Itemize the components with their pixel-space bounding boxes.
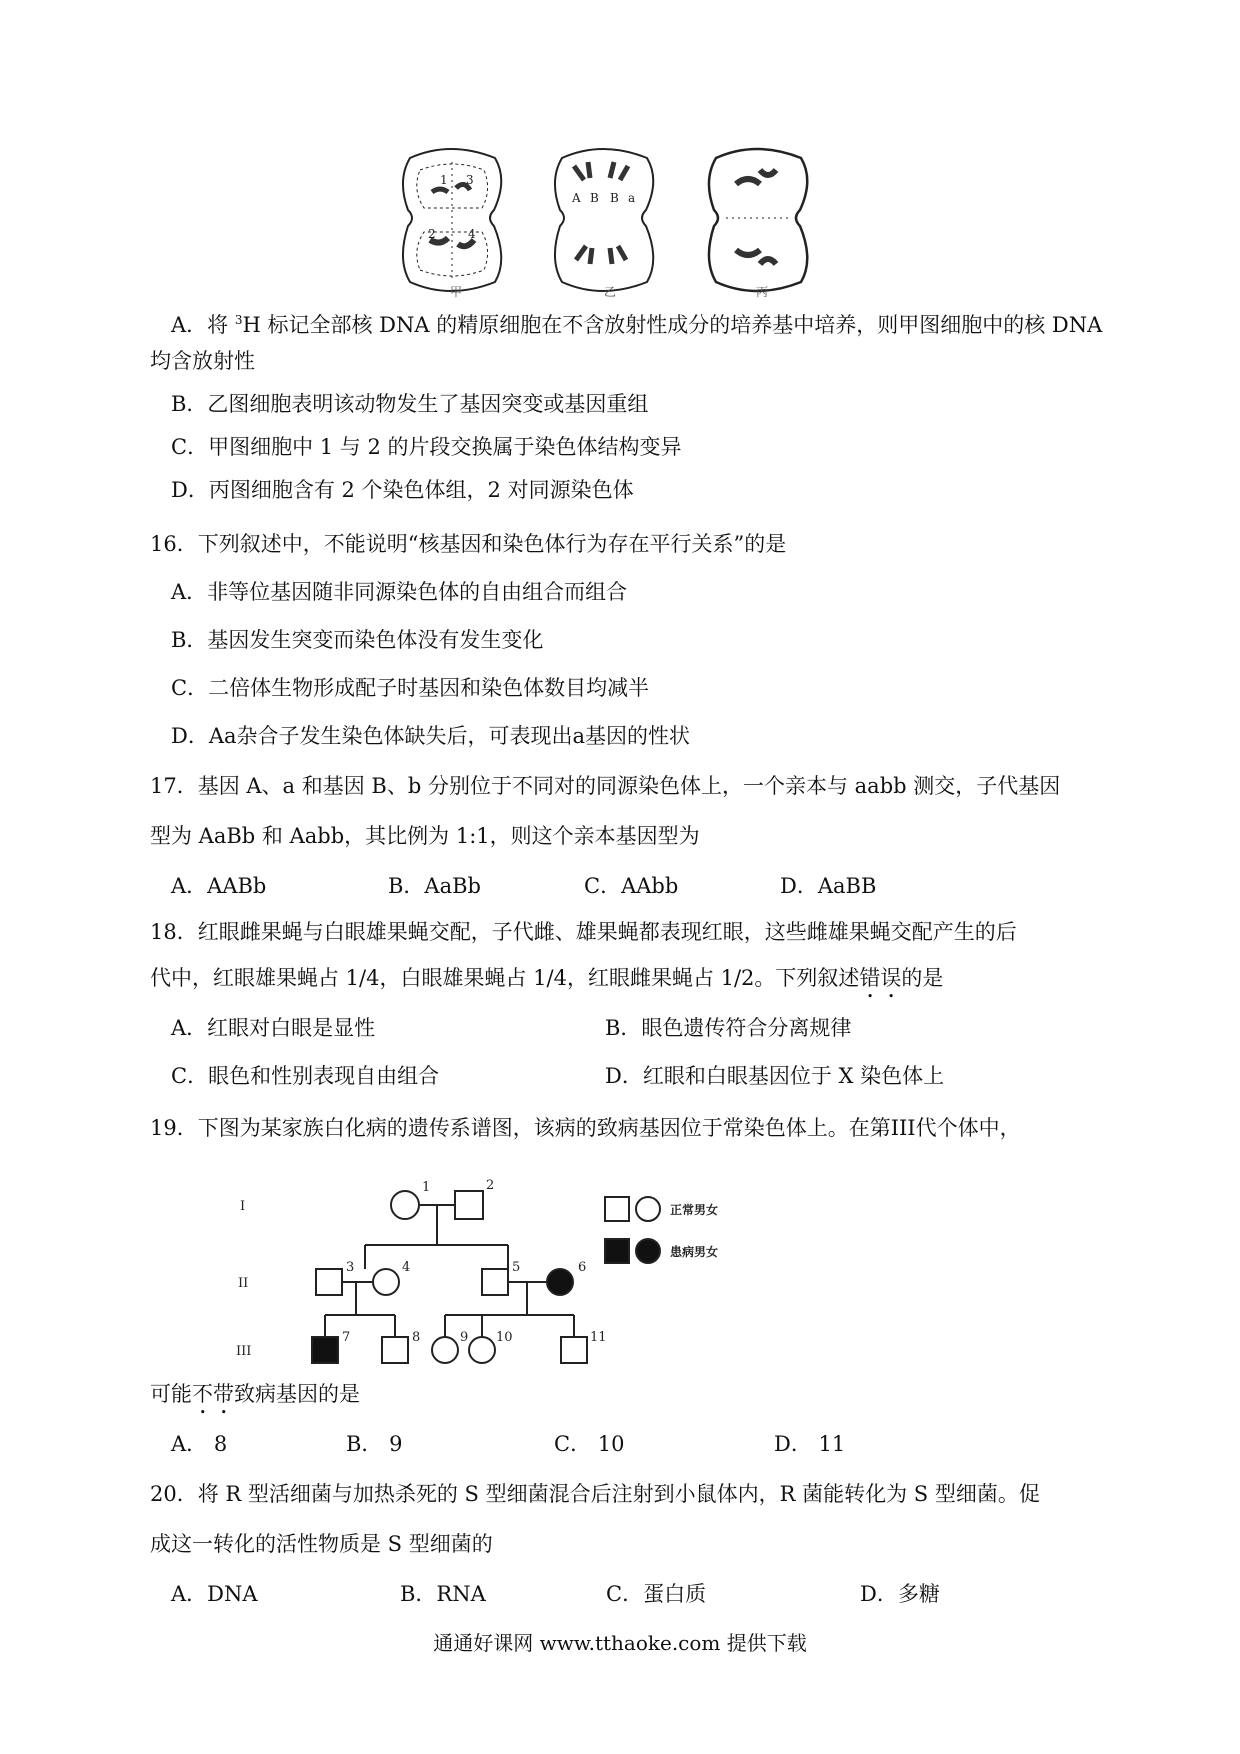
q18-stem-line1: 18．红眼雌果蝇与白眼雄果蝇交配，子代雌、雄果蝇都表现红眼，这些雌雄果蝇交配产生的后 bbox=[150, 920, 1017, 944]
svg-text:A: A bbox=[572, 191, 581, 205]
person-11 bbox=[561, 1337, 587, 1363]
svg-text:a: a bbox=[628, 191, 636, 205]
q19-option-c: C． 10 bbox=[554, 1432, 625, 1456]
q16-option-a: A．非等位基因随非同源染色体的自由组合而组合 bbox=[171, 580, 628, 604]
svg-text:2: 2 bbox=[428, 227, 436, 241]
q20-option-b: B．RNA bbox=[400, 1582, 486, 1606]
gen-label-iii: III bbox=[236, 1344, 252, 1359]
q17-option-a: A．AABb bbox=[171, 874, 267, 898]
chromosome-numbers bbox=[428, 173, 476, 241]
svg-text:B: B bbox=[610, 191, 619, 205]
svg-text:3: 3 bbox=[466, 173, 474, 187]
q19-option-d: D． 11 bbox=[774, 1432, 846, 1456]
q18-option-d: D．红眼和白眼基因位于 X 染色体上 bbox=[605, 1064, 945, 1088]
person-5 bbox=[482, 1269, 508, 1295]
person-7 bbox=[312, 1337, 338, 1363]
svg-text:4: 4 bbox=[468, 227, 476, 241]
svg-text:1: 1 bbox=[422, 1180, 431, 1195]
q15-option-d: D．丙图细胞含有 2 个染色体组，2 对同源染色体 bbox=[171, 478, 634, 502]
person-4 bbox=[373, 1269, 399, 1295]
q17-option-d: D．AaBB bbox=[780, 874, 877, 898]
q17-option-b: B．AaBb bbox=[388, 874, 481, 898]
q17-option-c: C．AAbb bbox=[584, 874, 679, 898]
cell-division-figure bbox=[400, 140, 840, 298]
q15-option-c: C．甲图细胞中 1 与 2 的片段交换属于染色体结构变异 bbox=[171, 435, 682, 459]
legend-normal-female bbox=[636, 1197, 660, 1221]
cell-bing bbox=[709, 149, 807, 291]
q18-option-c: C．眼色和性别表现自由组合 bbox=[171, 1064, 440, 1088]
person-1 bbox=[391, 1191, 419, 1219]
svg-text:7: 7 bbox=[342, 1330, 351, 1345]
legend-normal-label: 正常男女 bbox=[670, 1203, 719, 1217]
svg-text:4: 4 bbox=[402, 1260, 411, 1275]
legend-affected-male bbox=[605, 1239, 629, 1263]
person-3 bbox=[316, 1269, 342, 1295]
q18-option-a: A．红眼对白眼是显性 bbox=[171, 1016, 376, 1040]
q20-option-a: A．DNA bbox=[171, 1582, 258, 1606]
gen-label-ii: II bbox=[238, 1276, 249, 1291]
gen-label-i: I bbox=[240, 1199, 246, 1214]
q17-stem-line1: 17．基因 A、a 和基因 B、b 分别位于不同对的同源染色体上，一个亲本与 aabb 测交，子代基因 bbox=[150, 774, 1061, 798]
q19-option-a: A． 8 bbox=[171, 1432, 228, 1456]
q19-stem-line1: 19．下图为某家族白化病的遗传系谱图，该病的致病基因位于常染色体上。在第III代个体中， bbox=[150, 1116, 1021, 1140]
svg-text:2: 2 bbox=[486, 1178, 495, 1193]
person-9 bbox=[432, 1337, 458, 1363]
svg-text:6: 6 bbox=[578, 1260, 587, 1275]
page-footer: 通通好课网 www.tthaoke.com 提供下载 bbox=[433, 1631, 807, 1655]
cell-yi bbox=[555, 149, 653, 291]
svg-text:5: 5 bbox=[512, 1260, 521, 1275]
person-10 bbox=[469, 1337, 495, 1363]
svg-text:9: 9 bbox=[460, 1330, 469, 1345]
q20-stem-line1: 20．将 R 型活细菌与加热杀死的 S 型细菌混合后注射到小鼠体内，R 菌能转化为 S 型细菌。促 bbox=[150, 1482, 1040, 1506]
q15-option-b: B．乙图细胞表明该动物发生了基因突变或基因重组 bbox=[171, 392, 649, 416]
svg-text:甲: 甲 bbox=[450, 285, 463, 299]
q20-stem-line2: 成这一转化的活性物质是 S 型细菌的 bbox=[150, 1532, 493, 1556]
svg-text:8: 8 bbox=[412, 1330, 421, 1345]
q18-option-b: B．眼色遗传符合分离规律 bbox=[605, 1016, 852, 1040]
svg-text:3: 3 bbox=[346, 1260, 355, 1275]
person-6 bbox=[547, 1269, 573, 1295]
svg-text:丙: 丙 bbox=[756, 285, 769, 299]
person-8 bbox=[382, 1337, 408, 1363]
q19-stem-line2: 可能不带致病基因的是 bbox=[150, 1382, 360, 1406]
svg-text:11: 11 bbox=[590, 1330, 607, 1345]
svg-text:1: 1 bbox=[440, 173, 448, 187]
legend-normal-male bbox=[605, 1197, 629, 1221]
q20-option-c: C．蛋白质 bbox=[606, 1582, 707, 1606]
gene-labels bbox=[571, 191, 635, 205]
svg-text:乙: 乙 bbox=[604, 285, 617, 299]
q19-emphasis: 不带 bbox=[192, 1382, 234, 1406]
svg-text:B: B bbox=[590, 191, 599, 205]
cell-jia bbox=[403, 149, 501, 291]
q20-option-d: D．多糖 bbox=[860, 1582, 940, 1606]
legend-affected-label: 患病男女 bbox=[670, 1245, 719, 1259]
q17-stem-line2: 型为 AaBb 和 Aabb，其比例为 1:1，则这个亲本基因型为 bbox=[150, 824, 700, 848]
pedigree-chart bbox=[236, 1175, 830, 1385]
q15-option-a-line1: A．将 $^3$H 标记全部核 DNA 的精原细胞在不含放射性成分的培养基中培养，则甲图细胞中的核 DNA bbox=[171, 313, 1103, 337]
q18-emphasis: 错误 bbox=[859, 966, 902, 990]
q16-stem: 16．下列叙述中，不能说明“核基因和染色体行为存在平行关系”的是 bbox=[150, 532, 787, 556]
q16-option-d: D．Aa杂合子发生染色体缺失后，可表现出a基因的性状 bbox=[171, 724, 691, 748]
q16-option-c: C．二倍体生物形成配子时基因和染色体数目均减半 bbox=[171, 676, 650, 700]
legend-affected-female bbox=[636, 1239, 660, 1263]
person-2 bbox=[455, 1191, 483, 1219]
q15-option-a-line2: 均含放射性 bbox=[150, 349, 255, 373]
q16-option-b: B．基因发生突变而染色体没有发生变化 bbox=[171, 628, 544, 652]
q19-option-b: B． 9 bbox=[346, 1432, 403, 1456]
q18-stem-line2: 代中，红眼雄果蝇占 1/4，白眼雄果蝇占 1/4，红眼雌果蝇占 1/2。下列叙述错误的是 bbox=[150, 966, 944, 990]
cell-labels bbox=[450, 285, 768, 299]
svg-text:10: 10 bbox=[496, 1330, 513, 1345]
